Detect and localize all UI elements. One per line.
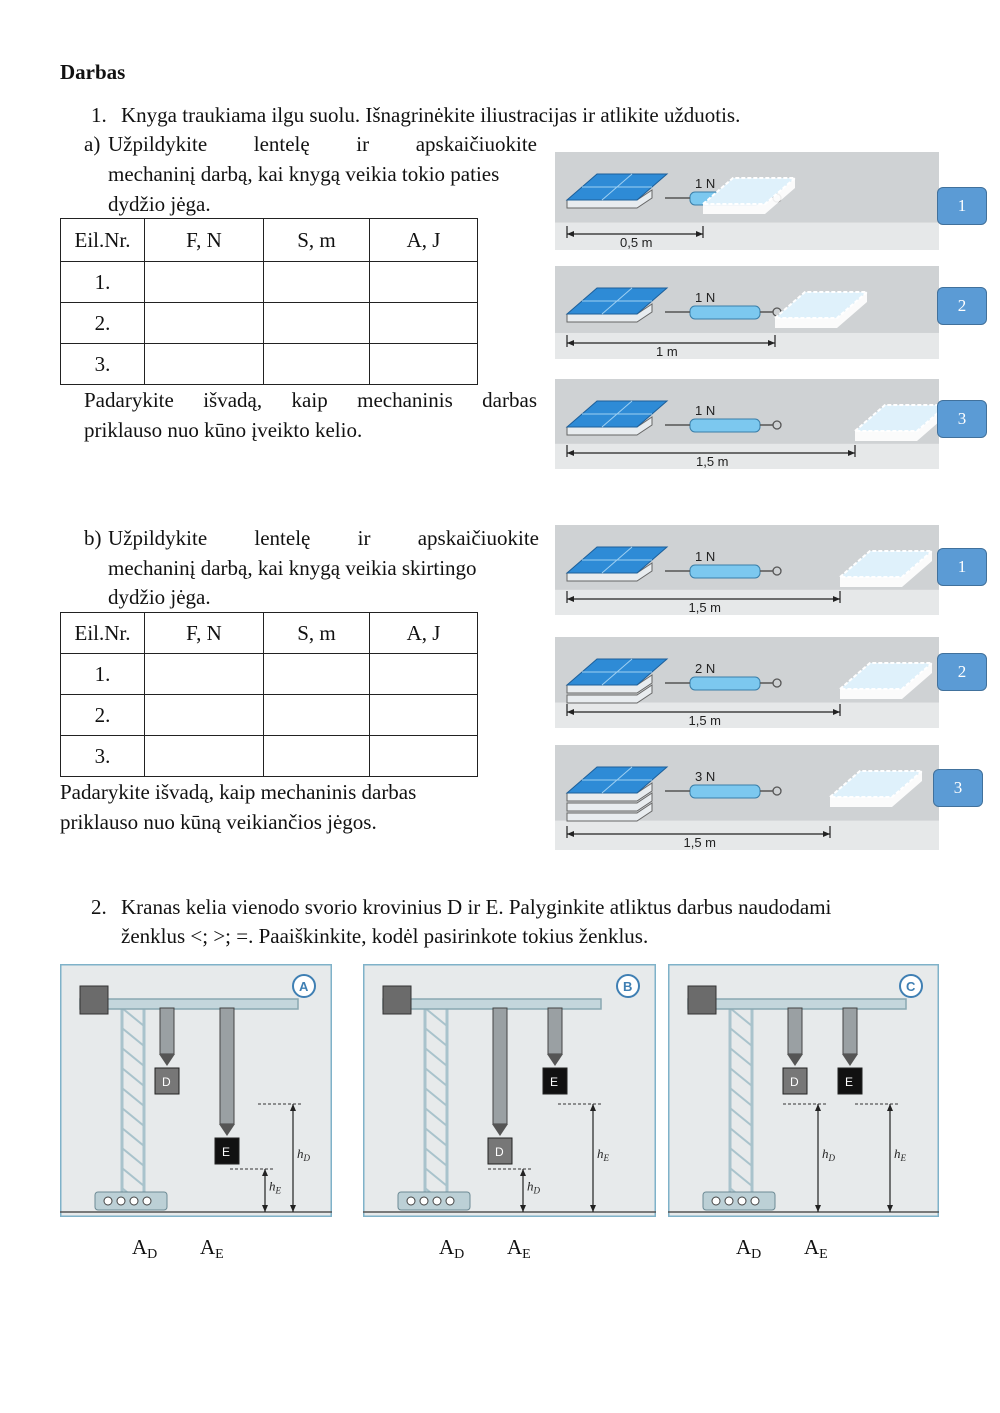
- bench-surface: [555, 444, 939, 469]
- table-cell[interactable]: [145, 695, 264, 736]
- task1a-line2: mechaninį darbą, kai knygą veikia tokio paties: [108, 162, 500, 186]
- task1a-label: a): [84, 132, 101, 156]
- work-e-label: [507, 1232, 531, 1270]
- work-symbol: A: [736, 1235, 752, 1259]
- crane-jib: [383, 999, 601, 1009]
- row-number: 1.: [61, 654, 145, 695]
- header-nr: Eil.Nr.: [61, 219, 145, 262]
- header-f: F, N: [145, 219, 264, 262]
- distance-label: 1 m: [656, 344, 678, 359]
- base-wheel: [130, 1197, 138, 1205]
- height-label: $h_D$: [297, 1146, 310, 1163]
- height-label: $h_D$: [822, 1146, 835, 1163]
- force-label: 3 N: [695, 769, 716, 784]
- height-subscript: E: [900, 1153, 906, 1163]
- book-panel-illustration: [555, 152, 939, 250]
- table-cell[interactable]: [145, 654, 264, 695]
- counterweight: [688, 986, 716, 1014]
- table-cell[interactable]: [145, 736, 264, 777]
- row-number: 2.: [61, 303, 145, 344]
- panel-number-badge: 2: [937, 653, 987, 691]
- load-label: E: [222, 1145, 231, 1159]
- table-cell[interactable]: [264, 344, 370, 385]
- crane-cable: [788, 1008, 802, 1054]
- height-subscript: D: [828, 1153, 835, 1163]
- counterweight: [383, 986, 411, 1014]
- bench-surface: [555, 821, 939, 850]
- table-cell[interactable]: [145, 303, 264, 344]
- height-label: $h_E$: [269, 1178, 281, 1196]
- header-nr: Eil.Nr.: [61, 613, 145, 654]
- panel-number-badge: 3: [933, 769, 983, 807]
- crane-illustration: [60, 964, 332, 1217]
- crane-illustration: [363, 964, 656, 1217]
- table-a: [60, 218, 478, 385]
- spring-scale: [690, 565, 760, 578]
- load-label: E: [550, 1075, 559, 1089]
- table-cell[interactable]: [264, 736, 370, 777]
- work-symbol: A: [132, 1235, 148, 1259]
- work-subscript: D: [147, 1247, 158, 1262]
- task1b-conclusion2: priklauso nuo kūną veikiančios jėgos.: [60, 810, 377, 834]
- bench-surface: [555, 333, 939, 359]
- table-cell[interactable]: [370, 695, 478, 736]
- task1b-label: b): [84, 526, 102, 550]
- table-cell[interactable]: [370, 262, 478, 303]
- table-cell[interactable]: [370, 736, 478, 777]
- height-label: $h_E$: [597, 1146, 609, 1163]
- crane-cable: [493, 1008, 507, 1124]
- work-subscript: E: [819, 1247, 828, 1262]
- task1-number: 1.: [91, 103, 107, 127]
- load-label: E: [845, 1075, 854, 1089]
- header-a: A, J: [370, 219, 478, 262]
- base-wheel: [104, 1197, 112, 1205]
- height-subscript: D: [533, 1185, 540, 1196]
- table-cell[interactable]: [145, 344, 264, 385]
- task1a-line3: dydžio jėga.: [108, 192, 211, 216]
- load-label: D: [790, 1075, 799, 1089]
- height-subscript: E: [275, 1185, 281, 1196]
- base-wheel: [725, 1197, 733, 1205]
- distance-label: 1,5 m: [688, 600, 722, 615]
- table-cell[interactable]: [145, 262, 264, 303]
- bench-surface: [555, 703, 939, 728]
- height-label: $h_D$: [527, 1178, 540, 1196]
- crane-cable: [843, 1008, 857, 1054]
- table-cell[interactable]: [370, 654, 478, 695]
- base-wheel: [738, 1197, 746, 1205]
- spring-scale: [690, 785, 760, 798]
- row-number: 1.: [61, 262, 145, 303]
- table-cell[interactable]: [264, 654, 370, 695]
- work-subscript: E: [215, 1247, 224, 1262]
- work-d-label: [439, 1232, 464, 1270]
- work-e-label: [804, 1232, 828, 1270]
- page-title: Darbas: [60, 60, 126, 84]
- distance-label: 1,5 m: [683, 835, 717, 850]
- task1-text: Knyga traukiama ilgu suolu. Išnagrinėkite iliustracijas ir atlikite užduotis.: [121, 103, 741, 127]
- spring-scale: [690, 677, 760, 690]
- base-wheel: [143, 1197, 151, 1205]
- work-symbol: A: [439, 1235, 455, 1259]
- panel-number-badge: 3: [937, 400, 987, 438]
- counterweight: [80, 986, 108, 1014]
- work-symbol: A: [804, 1235, 820, 1259]
- task1b-line1: Užpildykite lentelę ir apskaičiuokite: [108, 526, 539, 550]
- force-label: 1 N: [695, 549, 716, 564]
- book-panel-illustration: [555, 637, 939, 728]
- task2-number: 2.: [91, 895, 107, 919]
- bench-surface: [555, 590, 939, 615]
- work-subscript: D: [751, 1247, 762, 1262]
- table-cell[interactable]: [370, 344, 478, 385]
- crane-cable: [548, 1008, 562, 1054]
- table-b: [60, 612, 478, 777]
- task1a-conclusion1: Padarykite išvadą, kaip mechaninis darbas: [84, 388, 537, 412]
- work-subscript: D: [454, 1247, 465, 1262]
- base-wheel: [407, 1197, 415, 1205]
- row-number: 2.: [61, 695, 145, 736]
- task1a-line1: Užpildykite lentelę ir apskaičiuokite: [108, 132, 537, 156]
- spring-scale: [690, 419, 760, 432]
- task1a-conclusion2: priklauso nuo kūno įveikto kelio.: [84, 418, 363, 442]
- base-wheel: [712, 1197, 720, 1205]
- task2-line2: ženklus <; >; =. Paaiškinkite, kodėl pasirinkote tokius ženklus.: [121, 924, 649, 948]
- distance-label: 0,5 m: [620, 235, 653, 250]
- row-number: 3.: [61, 344, 145, 385]
- book-panel-illustration: [555, 525, 939, 615]
- task1b-conclusion1: Padarykite išvadą, kaip mechaninis darbas: [60, 780, 417, 804]
- crane-jib: [80, 999, 298, 1009]
- header-s: S, m: [264, 219, 370, 262]
- crane-tag-label: B: [623, 979, 633, 994]
- base-wheel: [117, 1197, 125, 1205]
- force-label: 1 N: [695, 403, 716, 418]
- load-label: D: [495, 1145, 504, 1159]
- crane-cable: [220, 1008, 234, 1124]
- base-wheel: [420, 1197, 428, 1205]
- row-number: 3.: [61, 736, 145, 777]
- panel-number-badge: 1: [937, 548, 987, 586]
- work-d-label: [132, 1232, 157, 1270]
- header-f: F, N: [145, 613, 264, 654]
- work-symbol: A: [200, 1235, 216, 1259]
- force-label: 1 N: [695, 290, 716, 305]
- force-label: 2 N: [695, 661, 716, 676]
- work-d-label: [736, 1232, 761, 1270]
- distance-label: 1,5 m: [696, 454, 729, 469]
- work-e-label: [200, 1232, 224, 1270]
- header-s: S, m: [264, 613, 370, 654]
- task1b-line2: mechaninį darbą, kai knygą veikia skirtingo: [108, 556, 477, 580]
- height-subscript: D: [303, 1153, 310, 1163]
- task1b-line3: dydžio jėga.: [108, 585, 211, 609]
- crane-illustration: [668, 964, 939, 1217]
- distance-label: 1,5 m: [688, 713, 722, 728]
- load-label: D: [162, 1075, 171, 1089]
- force-label: 1 N: [695, 176, 716, 191]
- base-wheel: [433, 1197, 441, 1205]
- height-label: $h_E$: [894, 1146, 906, 1163]
- work-symbol: A: [507, 1235, 523, 1259]
- table-cell[interactable]: [264, 262, 370, 303]
- crane-tag-label: C: [906, 979, 916, 994]
- bench-surface: [555, 223, 939, 250]
- task2-line1: Kranas kelia vienodo svorio krovinius D ir E. Palyginkite atliktus darbus naudodami: [121, 895, 832, 919]
- table-cell[interactable]: [370, 303, 478, 344]
- header-a: A, J: [370, 613, 478, 654]
- base-wheel: [446, 1197, 454, 1205]
- panel-number-badge: 1: [937, 187, 987, 225]
- panel-number-badge: 2: [937, 287, 987, 325]
- spring-scale: [690, 306, 760, 319]
- crane-cable: [160, 1008, 174, 1054]
- work-subscript: E: [522, 1247, 531, 1262]
- crane-tag-label: A: [299, 979, 309, 994]
- height-subscript: E: [603, 1153, 609, 1163]
- table-cell[interactable]: [264, 303, 370, 344]
- book-panel-illustration: [555, 266, 939, 359]
- book-panel-illustration: [555, 379, 939, 469]
- base-wheel: [751, 1197, 759, 1205]
- table-cell[interactable]: [264, 695, 370, 736]
- book-panel-illustration: [555, 745, 939, 850]
